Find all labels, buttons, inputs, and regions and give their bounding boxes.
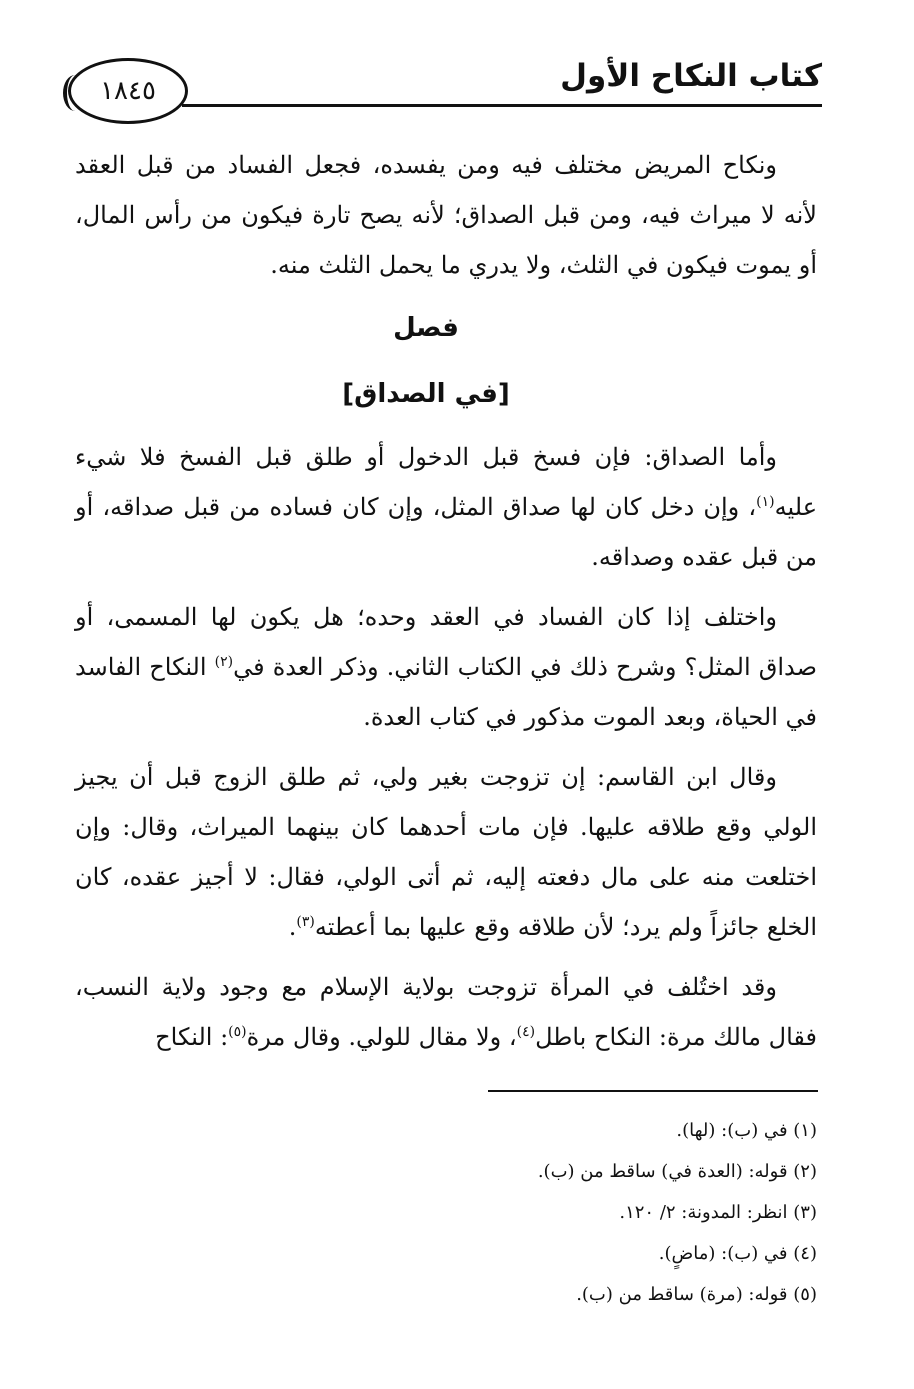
paragraph-4-text-b: . — [288, 913, 297, 941]
section-heading: فصل — [393, 313, 459, 343]
paragraph-5-text-b: ، ولا مقال للولي. وقال مرة — [246, 1023, 517, 1051]
body-text — [75, 140, 817, 1072]
footnote-ref-1: (١) — [756, 494, 775, 510]
paragraph-5-text-a: وقد اختُلف في المرأة تزوجت بولاية الإسلام مع وجود ولاية النسب، فقال مالك مرة: النكاح باطل — [75, 973, 817, 1051]
paragraph-5 — [75, 962, 817, 1062]
footnote-5: (٥) قوله: (مرة) ساقط من (ب). — [576, 1284, 817, 1305]
page-header — [62, 48, 822, 140]
paragraph-5-text-c: : النكاح — [155, 1023, 229, 1051]
footnote-ref-3: (٣) — [296, 914, 315, 930]
footnotes — [75, 1110, 817, 1315]
paragraph-2-text-a: وأما الصداق: فإن فسخ قبل الدخول أو طلق قبل الفسخ فلا شيء عليه — [75, 443, 818, 521]
paragraph-2-text-b: ، وإن دخل كان لها صداق المثل، وإن كان فساده من قبل صداقه، أو من قبل عقده وصداقه. — [75, 493, 817, 571]
footnote-4: (٤) في (ب): (ماضٍ). — [658, 1243, 817, 1264]
paragraph-3-text-b: النكاح الفاسد في الحياة، وبعد الموت مذكور في كتاب العدة. — [75, 653, 817, 731]
paragraph-1: ونكاح المريض مختلف فيه ومن يفسده، فجعل الفساد من قبل العقد لأنه لا ميراث فيه، ومن قبل الصداق؛ لأنه يصح تارة فيكون من رأس المال، أو يموت فيكون في الثلث، ولا يدري ما يحمل الثلث منه. — [75, 151, 817, 279]
header-rule — [182, 104, 822, 107]
running-title: كتاب النكاح الأول — [560, 58, 822, 94]
footnote-2: (٢) قوله: (العدة في) ساقط من (ب). — [537, 1161, 817, 1182]
footnote-ref-4: (٤) — [516, 1024, 536, 1040]
footnote-ref-5: (٥) — [228, 1024, 247, 1040]
footnote-3: (٣) انظر: المدونة: ٢/ ١٢٠. — [619, 1202, 817, 1223]
paragraph-4-text-a: وقال ابن القاسم: إن تزوجت بغير ولي، ثم طلق الزوج قبل أن يجيز الولي وقع طلاقه عليها. فإن مات أحدهما كان بينهما الميراث، وقال: وإن اختلعت منه على مال دفعته إليه، ثم أتى الولي، فقال: لا أجيز عقده، كان الخلع جائزاً ولم يرد؛ لأن طلاقه وقع عليها بما أعطته — [75, 763, 817, 941]
paragraph-4 — [75, 752, 817, 952]
paragraph-3-text-a: واختلف إذا كان الفساد في العقد وحده؛ هل يكون لها المسمى، أو صداق المثل؟ وشرح ذلك في الكتاب الثاني. وذكر العدة في — [75, 603, 817, 681]
page-number: ١٨٤٥ — [100, 76, 156, 106]
footnote-divider — [488, 1090, 818, 1092]
paragraph-3 — [75, 592, 817, 742]
paragraph-2 — [75, 432, 817, 582]
section-subheading: [في الصداق] — [342, 379, 510, 409]
footnote-ref-2: (٢) — [214, 654, 234, 670]
footnote-1: (١) في (ب): (لها). — [676, 1120, 817, 1141]
page-number-frame — [68, 58, 188, 124]
